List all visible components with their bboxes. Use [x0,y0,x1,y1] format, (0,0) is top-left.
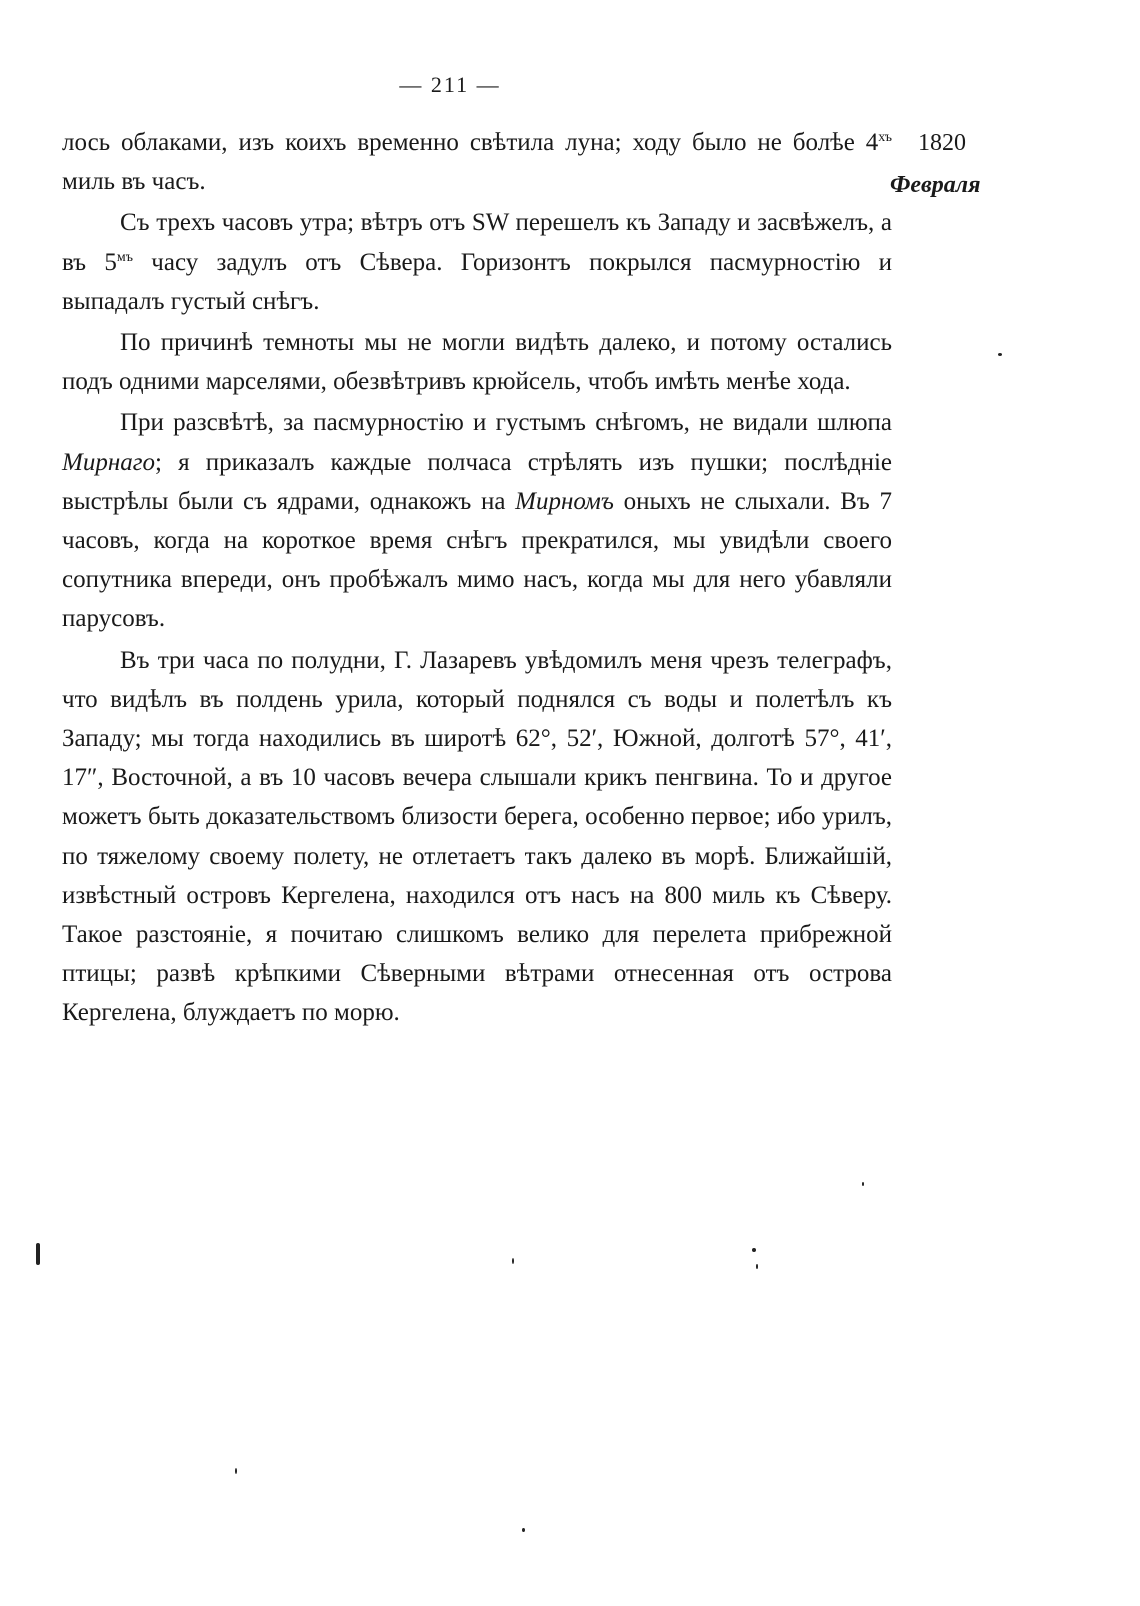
paragraph-5: Въ три часа по полудни, Г. Лазаревъ увѣдомилъ меня чрезъ телеграфъ, что видѣлъ въ полдень урила, который поднялся съ воды и полетѣлъ къ Западу; мы тогда находились въ широтѣ 62°, 52′, Южной, долготѣ 57°, 41′, 17″, Восточной, а въ 10 часовъ вечера слышали крикъ пенгвина. То и другое можетъ быть доказательствомъ близости берега, особенно первое; ибо урилъ, по тяжелому своему полету, не отлетаетъ такъ далеко въ морѣ. Ближайшій, извѣстный островъ Кергелена, находился отъ насъ на 800 миль къ Сѣверу. Такое разстояніе, я почитаю слишкомъ велико для перелета прибрежной птицы; развѣ крѣпкими Сѣверными вѣтрами отнесенная отъ острова Кергелена, блуждаетъ по морю. [62,646,892,1027]
paragraph-2 [62,203,892,321]
ship-name-mirny-2: Мирномъ [515,487,614,515]
paragraph-1-superscript: хъ [878,130,892,145]
paragraph-4-text-b: ; я приказалъ каждые полчаса стрѣлять изъ пушки; послѣдніе выстрѣлы были съ ядрами, однакожъ на [62,448,892,515]
paragraph-3: По причинѣ темноты мы не могли видѣть далеко, и потому остались подъ одними марселями, обезвѣтривъ крюйсель, чтобъ имѣть менѣе хода. [62,329,892,396]
paragraph-2-text-b: часу задулъ отъ Сѣвера. Горизонтъ покрылся пасмурностію и выпадалъ густый снѣгъ. [62,248,893,315]
ship-name-mirny-1: Мирнаго [62,448,155,476]
paragraph-4 [62,403,892,638]
margin-month: Февраля [890,172,981,198]
scan-speck [998,353,1002,356]
scan-speck [862,1182,864,1186]
body-text [62,123,892,1033]
scan-speck [752,1248,756,1252]
paragraph-1-text-b: миль въ часъ. [62,168,206,196]
paragraph-4-text-a: При разсвѣтѣ, за пасмурностію и густымъ снѣгомъ, не видали шлюпа [120,409,892,437]
paragraph-4-text-c: оныхъ не слыхали. Въ 7 часовъ, когда на короткое время снѣгъ прекратился, мы увидѣли своего сопутника впереди, онъ пробѣжалъ мимо насъ, когда мы для него убавляли парусовъ. [62,487,893,633]
scan-speck [512,1258,514,1264]
scan-speck [235,1468,237,1474]
scan-speck [522,1528,525,1532]
paragraph-2-text-a: Съ трехъ часовъ утра; вѣтръ отъ SW перешелъ къ Западу и засвѣжелъ, а въ 5 [62,209,892,276]
margin-year: 1820 [918,130,966,156]
paragraph-1-text-a: лось облаками, изъ коихъ временно свѣтила луна; ходу было не болѣе 4 [62,129,879,156]
scan-speck [756,1264,758,1269]
page-number: — 211 — [399,72,501,97]
paragraph-1 [62,123,892,201]
scan-speck [36,1243,40,1265]
paragraph-2-superscript: мъ [116,249,134,265]
